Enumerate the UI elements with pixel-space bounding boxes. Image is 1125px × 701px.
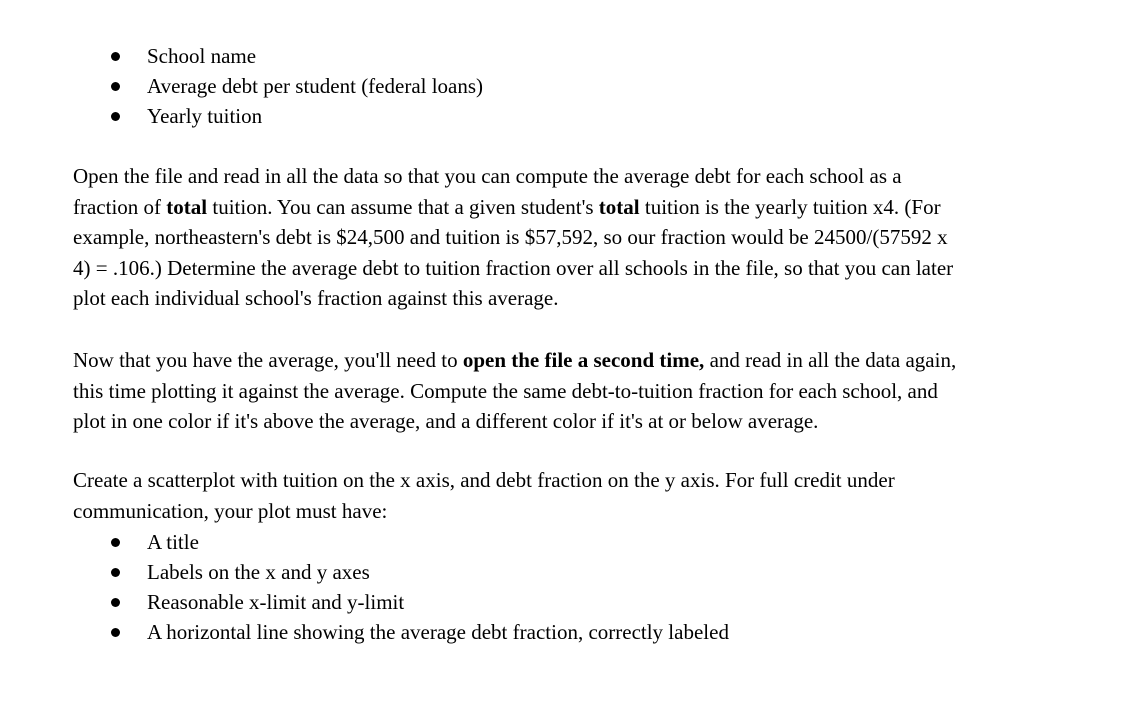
- text-run: tuition is the yearly tuition x4. (For: [639, 194, 941, 219]
- list-item: [0, 101, 1125, 131]
- bullet-icon: [111, 52, 120, 61]
- list-item: [0, 71, 1125, 101]
- bullet-icon: [111, 82, 120, 91]
- paragraph-scatterplot: [73, 465, 1063, 526]
- list-item-text: Yearly tuition: [147, 104, 263, 128]
- bullet-icon: [111, 112, 120, 121]
- text-line: [73, 468, 895, 492]
- list-item: [0, 527, 1125, 557]
- bullet-icon: [111, 628, 120, 637]
- list-item-text: Labels on the x and y axes: [147, 560, 370, 584]
- text-run: plot each individual school's fraction against this average.: [73, 286, 559, 310]
- text-run: Now that you have the average, you'll need to: [73, 348, 463, 372]
- text-line: [73, 225, 948, 249]
- text-run: 4) = .106.) Determine the average debt to tuition fraction over all schools in the file, so that you can later: [73, 255, 954, 280]
- list-item: [0, 587, 1125, 617]
- text-line: [73, 409, 818, 433]
- bullet-icon: [111, 538, 120, 547]
- text-run: this time plotting it against the average. Compute the same debt-to-tuition fraction for each school, and: [73, 378, 938, 403]
- paragraph-compute-average: [73, 161, 1063, 314]
- text-line: [73, 348, 956, 372]
- bold-text-run: total: [598, 194, 640, 219]
- list-item: [0, 41, 1125, 71]
- list-item: [0, 617, 1125, 647]
- list-item: [0, 557, 1125, 587]
- text-run: fraction of: [73, 194, 167, 219]
- text-line: [73, 379, 938, 403]
- bold-text-run: total: [166, 194, 208, 219]
- text-run: communication, your plot must have:: [73, 498, 388, 523]
- text-run: plot in one color if it's above the average, and a different color if it's at or below average.: [73, 409, 819, 433]
- bullet-icon: [111, 598, 120, 607]
- text-line: [73, 286, 558, 310]
- list-item-text: Average debt per student (federal loans): [147, 74, 484, 98]
- text-run: example, northeastern's debt is $24,500 and tuition is $57,592, so our fraction would be 24500/(57592 x: [73, 225, 948, 249]
- list-item-text: School name: [147, 44, 257, 68]
- text-run: and read in all the data again,: [704, 348, 957, 372]
- text-run: Create a scatterplot with tuition on the x axis, and debt fraction on the y axis. For full credit under: [73, 468, 895, 492]
- bullet-icon: [111, 568, 120, 577]
- list-item-text: Reasonable x-limit and y-limit: [147, 590, 405, 614]
- text-run: Open the file and read in all the data so that you can compute the average debt for each school as a: [73, 164, 902, 188]
- text-line: [73, 195, 941, 219]
- plot-requirements-list: [0, 527, 1125, 647]
- text-line: [73, 164, 902, 188]
- list-item-text: A horizontal line showing the average debt fraction, correctly labeled: [147, 620, 729, 644]
- text-run: tuition. You can assume that a given student's: [207, 194, 599, 219]
- text-line: [73, 499, 387, 523]
- paragraph-second-pass: [73, 345, 1063, 437]
- list-item-text: A title: [147, 530, 199, 554]
- field-list: [0, 41, 1125, 131]
- bold-text-run: open the file a second time,: [462, 348, 705, 372]
- text-line: [73, 256, 953, 280]
